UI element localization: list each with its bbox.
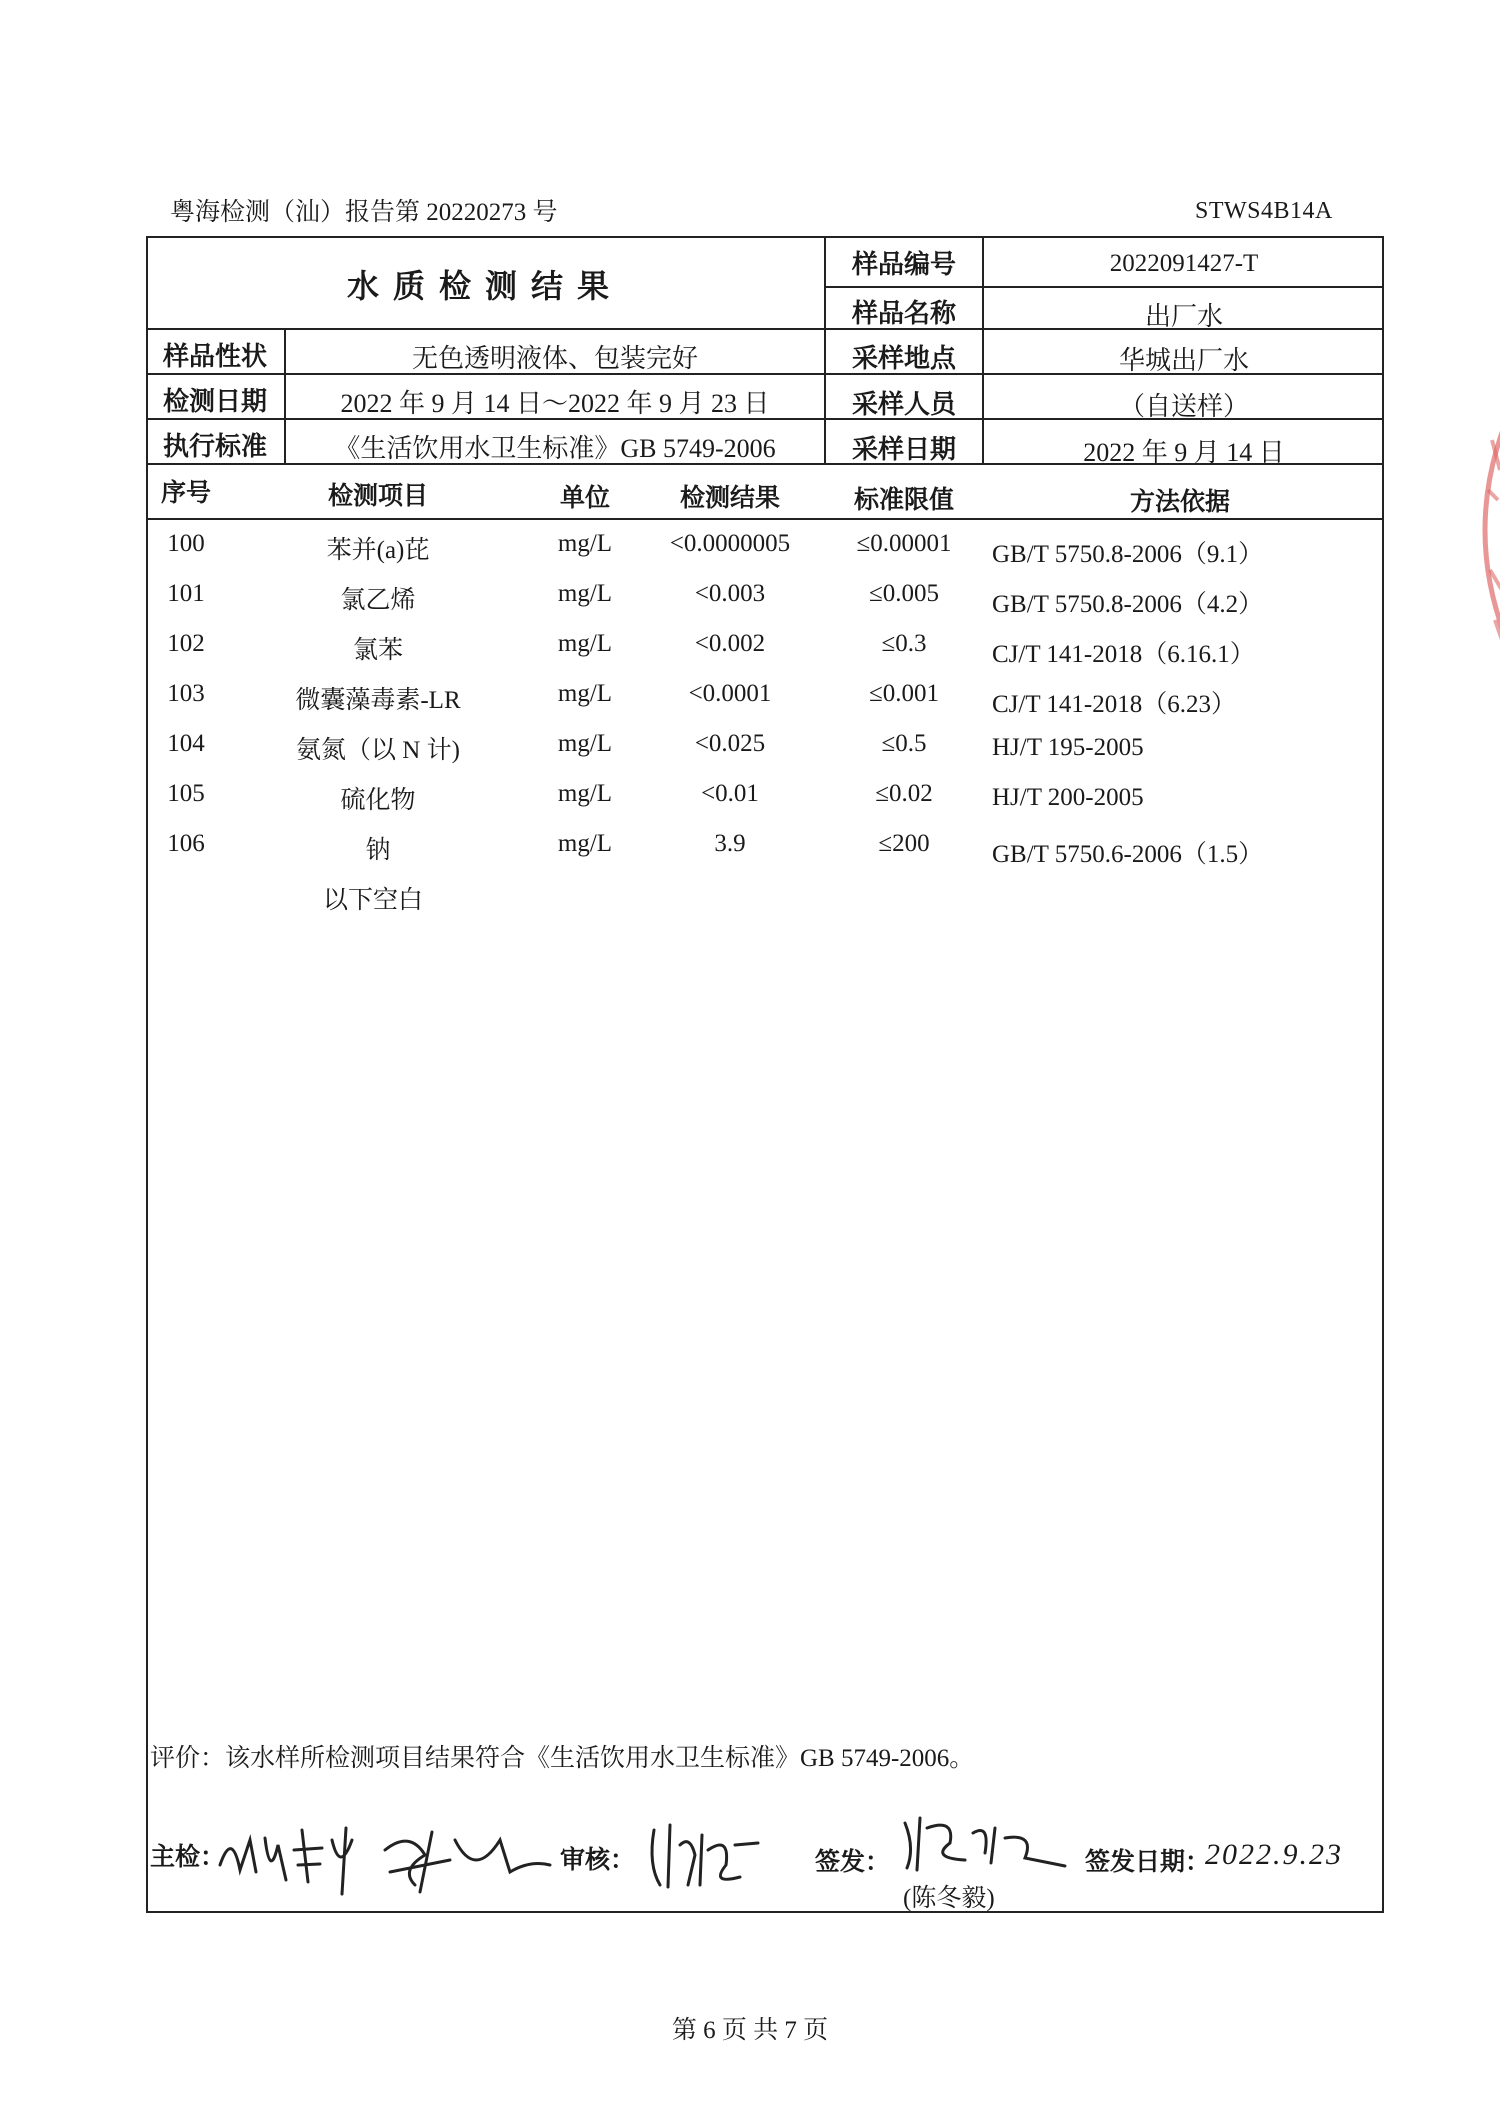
row-method: GB/T 5750.8-2006（9.1） [992, 541, 1264, 568]
main-check-label: 主检： [150, 1844, 226, 1871]
sampling-date-label: 采样日期 [851, 435, 956, 464]
row-unit: mg/L [557, 630, 613, 657]
sampler-label: 采样人员 [851, 390, 956, 419]
report-number: 粤海检测（汕）报告第 20220273 号 [170, 199, 558, 226]
row-seq: 106 [167, 830, 205, 857]
sampling-site-value: 华城出厂水 [1118, 346, 1249, 375]
row-item: 氯乙烯 [340, 587, 416, 614]
sampling-date-value: 2022 年 9 月 14 日 [1083, 438, 1285, 467]
row-result: 3.9 [714, 830, 746, 857]
row-limit: ≤0.00001 [856, 530, 952, 557]
row-unit: mg/L [557, 530, 613, 557]
test-date-value: 2022 年 9 月 14 日～2022 年 9 月 23 日 [340, 389, 770, 418]
row-limit: ≤0.005 [869, 580, 939, 607]
sample-no-value: 2022091427-T [1109, 250, 1259, 277]
row-result: <0.0000005 [669, 530, 791, 557]
row-limit: ≤200 [878, 830, 930, 857]
evaluation-text: 评价：该水样所检测项目结果符合《生活饮用水卫生标准》GB 5749-2006。 [150, 1745, 975, 1772]
row-result: <0.003 [694, 580, 766, 607]
sample-name-value: 出厂水 [1144, 302, 1223, 331]
divider [826, 286, 1384, 288]
column-header: 检测结果 [679, 485, 780, 512]
column-header: 检测项目 [327, 483, 428, 510]
sample-state-value: 无色透明液体、包装完好 [411, 344, 698, 373]
row-item: 钠 [365, 837, 391, 864]
reviewer-signature [640, 1815, 770, 1895]
test-date-label: 检测日期 [162, 387, 267, 416]
row-limit: ≤0.001 [869, 680, 939, 707]
row-unit: mg/L [557, 730, 613, 757]
column-header: 单位 [559, 485, 610, 512]
row-seq: 103 [167, 680, 205, 707]
issue-date-label: 签发日期： [1085, 1849, 1211, 1876]
row-unit: mg/L [557, 580, 613, 607]
sample-name-label: 样品名称 [851, 299, 956, 328]
divider [146, 518, 1384, 520]
row-method: HJ/T 200-2005 [992, 784, 1144, 811]
row-seq: 102 [167, 630, 205, 657]
row-result: <0.0001 [688, 680, 772, 707]
row-method: CJ/T 141-2018（6.16.1） [992, 641, 1255, 668]
row-seq: 101 [167, 580, 205, 607]
document-code: STWS4B14A [1195, 198, 1333, 224]
row-item: 硫化物 [340, 787, 416, 814]
sampling-site-label: 采样地点 [851, 344, 956, 373]
row-item: 苯并(a)芘 [326, 537, 430, 564]
row-item: 氯苯 [352, 637, 403, 664]
row-unit: mg/L [557, 780, 613, 807]
red-seal-stamp [1440, 380, 1500, 680]
standard-value: 《生活饮用水卫生标准》GB 5749-2006 [334, 434, 776, 463]
row-seq: 104 [167, 730, 205, 757]
report-title: 水质检测结果 [346, 268, 623, 304]
row-limit: ≤0.5 [881, 730, 927, 757]
issue-date-value: 2022.9.23 [1205, 1838, 1343, 1871]
row-method: CJ/T 141-2018（6.23） [992, 691, 1236, 718]
row-method: HJ/T 195-2005 [992, 734, 1144, 761]
row-method: GB/T 5750.8-2006（4.2） [992, 591, 1264, 618]
row-result: <0.002 [694, 630, 766, 657]
blank-note: 以下空白 [323, 887, 424, 914]
row-result: <0.01 [701, 780, 759, 807]
row-seq: 105 [167, 780, 205, 807]
column-header: 方法依据 [1129, 489, 1230, 516]
row-seq: 100 [167, 530, 205, 557]
row-limit: ≤0.3 [881, 630, 927, 657]
divider [146, 328, 826, 330]
row-unit: mg/L [557, 680, 613, 707]
issuer-name: (陈冬毅) [903, 1885, 995, 1912]
row-item: 微囊藻毒素-LR [295, 687, 461, 714]
sample-state-label: 样品性状 [162, 342, 267, 371]
main-check-signature [210, 1810, 560, 1900]
column-header: 序号 [160, 480, 211, 507]
issue-label: 签发： [815, 1849, 891, 1876]
column-header: 标准限值 [853, 487, 954, 514]
sampler-value: （自送样） [1118, 392, 1249, 421]
row-item: 氨氮（以 N 计) [296, 737, 460, 764]
standard-label: 执行标准 [162, 432, 267, 461]
row-result: <0.025 [694, 730, 766, 757]
review-label: 审核： [560, 1847, 636, 1874]
row-limit: ≤0.02 [875, 780, 933, 807]
sample-no-label: 样品编号 [851, 250, 956, 279]
page-number: 第 6 页 共 7 页 [671, 2017, 829, 2044]
row-unit: mg/L [557, 830, 613, 857]
row-method: GB/T 5750.6-2006（1.5） [992, 841, 1264, 868]
issuer-signature [895, 1808, 1075, 1878]
